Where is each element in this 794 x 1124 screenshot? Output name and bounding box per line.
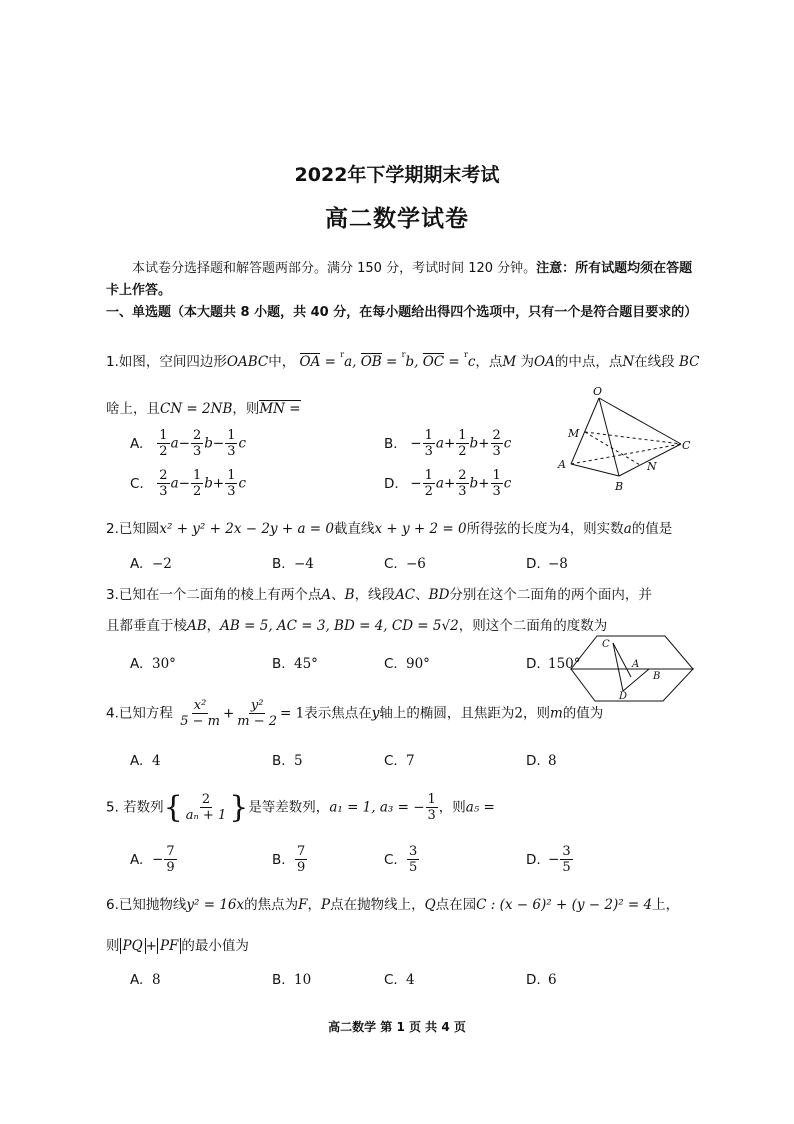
exam-title: 2022年下学期期末考试 bbox=[294, 164, 500, 186]
page-footer: 高二数学 第 1 页 共 4 页 bbox=[328, 1020, 466, 1034]
q5-target: a₅ = bbox=[465, 799, 495, 816]
q1-text-a: ，点 bbox=[475, 354, 503, 370]
q5-option-b-label: B. bbox=[272, 851, 286, 868]
q4-text2: 轴上的椭圆，且焦距为 bbox=[379, 705, 515, 722]
q4-option-d-label: D. bbox=[526, 753, 541, 769]
q4-text3: ，则 bbox=[522, 705, 550, 722]
q6-option-c-label: C. bbox=[384, 972, 398, 988]
q6-circle: C : (x − 6)² + (y − 2)² = 4 bbox=[476, 897, 653, 913]
q5-cond-num: 1 bbox=[427, 792, 436, 807]
q5-option-b-den: 9 bbox=[297, 860, 306, 875]
q1-oa: OA bbox=[534, 354, 555, 370]
q2-option-c-value: −6 bbox=[406, 556, 426, 572]
q6-option-a[interactable] bbox=[130, 972, 161, 988]
q5-option-d-label: D. bbox=[526, 851, 541, 868]
fig1-label-m: M bbox=[568, 427, 580, 440]
q5-option-d-den: 5 bbox=[562, 860, 571, 875]
q5-option-d-num: 3 bbox=[562, 844, 571, 859]
q6-option-b[interactable] bbox=[272, 972, 311, 988]
q2-len: 4 bbox=[561, 521, 570, 537]
question-6-line-2 bbox=[106, 934, 249, 954]
q1-prefix: 1.如图，空间四边形 bbox=[106, 354, 227, 370]
q5-cond: a₁ = 1, a₃ = − bbox=[329, 799, 425, 816]
q2-option-b-value: −4 bbox=[294, 556, 314, 572]
q4-option-a[interactable] bbox=[130, 753, 161, 769]
q4-option-c[interactable] bbox=[384, 753, 415, 769]
q6-option-d[interactable] bbox=[526, 972, 557, 988]
q5-left-brace: { bbox=[163, 790, 183, 825]
q6-option-b-value: 10 bbox=[294, 972, 312, 988]
q1-option-c[interactable]: C. $\frac{2}{3}$ a− $\frac{1}{2}$ b+ $\frac{1}{3}$ c bbox=[130, 468, 247, 499]
q2-circle: x² + y² + 2x − 2y + a = 0 bbox=[159, 521, 334, 537]
q6-option-c[interactable] bbox=[384, 972, 415, 988]
q6-p: P bbox=[321, 897, 331, 913]
q4-f1-num: x² bbox=[193, 698, 207, 713]
q6-f: F bbox=[298, 897, 308, 913]
q1-shape: OABC bbox=[226, 354, 269, 370]
q5-option-a-label: A. bbox=[130, 851, 144, 868]
q5-text: 是等差数列， bbox=[248, 799, 330, 816]
q6-plus: + bbox=[145, 938, 157, 954]
q2-line: x + y + 2 = 0 bbox=[374, 521, 467, 537]
question-2 bbox=[106, 517, 672, 537]
q1-option-b-label: B. bbox=[384, 435, 398, 452]
q1-option-a-label: A. bbox=[130, 435, 144, 452]
fig2-label-d: D bbox=[619, 691, 628, 702]
dihedral-figure bbox=[565, 633, 695, 705]
q4-frac-1 bbox=[178, 698, 222, 729]
q6-line2: 则 bbox=[106, 938, 120, 954]
instructions-text: 本试卷分选择题和解答题两部分。满分 150 分，考试时间 120 分钟。 bbox=[132, 261, 537, 276]
q2-cut: 截直线 bbox=[333, 521, 375, 537]
q5-cond-frac bbox=[426, 792, 438, 823]
q1-option-c-label: C. bbox=[130, 475, 144, 492]
q3-ac: AC bbox=[395, 587, 416, 603]
q6-option-a-label: A. bbox=[130, 972, 144, 988]
q6-q: Q bbox=[424, 897, 436, 913]
q5-option-a-den: 9 bbox=[166, 860, 175, 875]
q3-option-b-label: B. bbox=[272, 656, 286, 672]
q2-var: a bbox=[623, 521, 632, 537]
instructions-note: 注意：所有试题均须在答题卡上作答。 bbox=[106, 261, 693, 298]
q6-option-c-value: 4 bbox=[406, 972, 415, 988]
q5-option-a-num: 7 bbox=[166, 844, 175, 859]
q3-option-c-label: C. bbox=[384, 656, 398, 672]
q4-option-a-value: 4 bbox=[152, 753, 161, 769]
q6-t2: ， bbox=[307, 897, 321, 913]
q1-option-d[interactable]: D. − $\frac{1}{2}$ a+ $\frac{2}{3}$ b+ $\frac{1}{3}$ c bbox=[384, 468, 512, 499]
q6-pf: PF bbox=[157, 938, 181, 954]
q5-option-a-sign: − bbox=[152, 851, 164, 868]
q6-pq: PQ bbox=[120, 938, 146, 954]
q1-text-d: 在线段 bbox=[634, 354, 675, 370]
q1-option-a[interactable]: A. $\frac{1}{2}$ a− $\frac{2}{3}$ b− $\frac{1}{3}$ c bbox=[130, 428, 247, 459]
fig1-label-c: C bbox=[682, 439, 691, 452]
q2-prefix: 2.已知圆 bbox=[106, 521, 160, 537]
q1-bc: BC bbox=[678, 354, 700, 370]
q4-option-d[interactable] bbox=[526, 753, 557, 769]
q6-t1: 的焦点为 bbox=[244, 897, 299, 913]
q3-bd: BD bbox=[428, 587, 450, 603]
q3-b: B bbox=[344, 587, 355, 603]
q3-conds: AB = 5, AC = 3, BD = 4, CD = 5√2 bbox=[220, 618, 459, 634]
q1-ask: MN = bbox=[259, 401, 301, 417]
q2-ask2: 的值是 bbox=[631, 521, 673, 537]
q1-n: N bbox=[622, 354, 635, 370]
q6-parabola: y² = 16x bbox=[186, 897, 245, 913]
q3-line2: 且都垂直于棱 bbox=[106, 618, 187, 634]
q6-ask: 的最小值为 bbox=[181, 938, 249, 954]
q4-option-b[interactable] bbox=[272, 753, 303, 769]
q4-prefix: 4.已知方程 bbox=[106, 705, 173, 722]
q1-mid: 中， bbox=[268, 354, 296, 370]
q1-option-b[interactable]: B. − $\frac{1}{3}$ a+ $\frac{1}{2}$ b+ $\frac{2}{3}$ c bbox=[384, 428, 512, 459]
q5-option-d-sign: − bbox=[548, 851, 560, 868]
fig2-label-a: A bbox=[632, 659, 640, 670]
q4-text4: 的值为 bbox=[562, 705, 604, 722]
q4-f2-num: y² bbox=[250, 698, 264, 713]
q5-seq-num: 2 bbox=[201, 792, 211, 807]
q4-text: 表示焦点在 bbox=[304, 705, 372, 722]
q6-option-b-label: B. bbox=[272, 972, 286, 988]
q6-option-a-value: 8 bbox=[152, 972, 161, 988]
q4-f2-den: m − 2 bbox=[237, 714, 278, 729]
tetrahedron-figure bbox=[555, 384, 695, 494]
fig1-label-a: A bbox=[558, 458, 566, 471]
q5-option-c[interactable] bbox=[384, 844, 420, 875]
q3-line1b: ，线段 bbox=[354, 587, 396, 603]
q2-option-a[interactable] bbox=[130, 556, 172, 572]
question-3-line-1: 3.已知在一个二面角的棱上有两个点A、B，线段AC、BD分别在这个二面角的两个面内，并 bbox=[106, 587, 652, 603]
fig2-label-c: C bbox=[602, 639, 610, 650]
q4-option-d-value: 8 bbox=[548, 753, 557, 769]
q3-line1c: 分别在这个二面角的两个面内，并 bbox=[449, 587, 652, 603]
q3-a: A bbox=[321, 587, 332, 603]
question-1-line-1 bbox=[106, 350, 699, 370]
q3-option-d-value: 150° bbox=[548, 656, 581, 672]
q3-line1: 3.已知在一个二面角的棱上有两个点 bbox=[106, 587, 322, 603]
q6-t5: 上， bbox=[652, 897, 680, 913]
q4-option-a-label: A. bbox=[130, 753, 144, 769]
q1-line2-prefix: 啥上，且 bbox=[106, 401, 160, 417]
q1-m: M bbox=[502, 354, 517, 370]
q3-option-a-value: 30° bbox=[152, 656, 176, 672]
q5-option-b-num: 7 bbox=[297, 844, 306, 859]
q5-right-brace: } bbox=[229, 790, 249, 825]
q2-chord: 所得弦的长度为 bbox=[466, 521, 562, 537]
question-3-line-2: 且都垂直于棱AB，AB = 5, AC = 3, BD = 4, CD = 5√2，则这个二面角的度数为 bbox=[106, 618, 608, 634]
q1-text-c: 的中点，点 bbox=[554, 354, 623, 370]
q4-option-c-value: 7 bbox=[406, 753, 415, 769]
fig1-label-n: N bbox=[647, 460, 657, 473]
q2-option-b-label: B. bbox=[272, 556, 286, 572]
q3-option-b[interactable] bbox=[272, 656, 318, 672]
q3-sep: 、 bbox=[331, 587, 345, 603]
q4-y: y bbox=[371, 705, 380, 722]
q5-option-b[interactable] bbox=[272, 844, 308, 875]
q4-f1-den: 5 − m bbox=[180, 714, 220, 729]
q1-then: ，则 bbox=[232, 401, 260, 417]
q4-option-c-label: C. bbox=[384, 753, 398, 769]
q5-option-c-den: 5 bbox=[409, 860, 418, 875]
q5-option-d[interactable] bbox=[526, 844, 574, 875]
q5-prefix: 5. 若数列 bbox=[106, 799, 164, 816]
q5-seq-den: aₙ + 1 bbox=[185, 808, 227, 823]
q5-option-c-num: 3 bbox=[409, 844, 418, 859]
q5-option-a[interactable] bbox=[130, 844, 178, 875]
fig2-label-b: B bbox=[653, 671, 661, 682]
q6-option-d-label: D. bbox=[526, 972, 541, 988]
q2-option-c-label: C. bbox=[384, 556, 398, 572]
section-heading: 一、单选题（本大题共 8 小题，共 40 分，在每小题给出得四个选项中，只有一个是符合题目要求的） bbox=[106, 305, 698, 320]
q3-option-c-value: 90° bbox=[406, 656, 430, 672]
q3-option-d-label: D. bbox=[526, 656, 541, 672]
instructions bbox=[106, 258, 696, 302]
q6-t3: 点在抛物线上， bbox=[330, 897, 425, 913]
exam-subtitle: 高二数学试卷 bbox=[325, 206, 469, 232]
q4-two: 2 bbox=[514, 705, 523, 722]
q2-option-d[interactable] bbox=[526, 556, 568, 572]
question-5 bbox=[106, 790, 495, 825]
q3-option-b-value: 45° bbox=[294, 656, 318, 672]
question-6-line-1 bbox=[106, 893, 679, 913]
q6-t4: 点在园 bbox=[435, 897, 477, 913]
q6-option-d-value: 6 bbox=[548, 972, 557, 988]
question-1-line-2 bbox=[106, 397, 301, 417]
q3-option-c[interactable] bbox=[384, 656, 430, 672]
q3-ask: ，则这个二面角的度数为 bbox=[458, 618, 608, 634]
q2-option-c[interactable] bbox=[384, 556, 426, 572]
q5-option-c-label: C. bbox=[384, 851, 398, 868]
q4-eq: = 1 bbox=[280, 705, 305, 722]
q2-option-a-value: −2 bbox=[152, 556, 172, 572]
q6-prefix: 6.已知抛物线 bbox=[106, 897, 187, 913]
q3-option-a-label: A. bbox=[130, 656, 144, 672]
q4-frac-2 bbox=[235, 698, 279, 729]
q1-vectors: OA = $^r$a, OB = $^r$b, OC = $^r$c bbox=[299, 350, 476, 370]
q1-cond: CN = 2NB bbox=[160, 401, 233, 417]
q3-option-a[interactable] bbox=[130, 656, 176, 672]
q2-ask: ，则实数 bbox=[569, 521, 624, 537]
fig1-label-o: O bbox=[593, 385, 603, 398]
q1-text-b: 为 bbox=[520, 354, 535, 370]
q3-ab: AB bbox=[187, 618, 207, 634]
q5-ask: ，则 bbox=[438, 799, 466, 816]
q4-m: m bbox=[549, 705, 563, 722]
q2-option-d-value: −8 bbox=[548, 556, 568, 572]
fig1-label-b: B bbox=[615, 480, 624, 493]
q2-option-d-label: D. bbox=[526, 556, 541, 572]
q1-option-d-label: D. bbox=[384, 475, 399, 492]
q4-option-b-value: 5 bbox=[294, 753, 303, 769]
q5-cond-den: 3 bbox=[427, 808, 436, 823]
q5-seq-frac bbox=[184, 792, 228, 823]
q2-option-b[interactable] bbox=[272, 556, 314, 572]
question-4: 4.已知方程 $\frac{\text{x²}}{5 - m}$ + $\frac{\text{y²}}{m - 2}$ = 1表示焦点在y轴上的椭圆，且焦距为2，则m的值为 bbox=[106, 698, 604, 729]
q4-option-b-label: B. bbox=[272, 753, 286, 769]
q2-option-a-label: A. bbox=[130, 556, 144, 572]
